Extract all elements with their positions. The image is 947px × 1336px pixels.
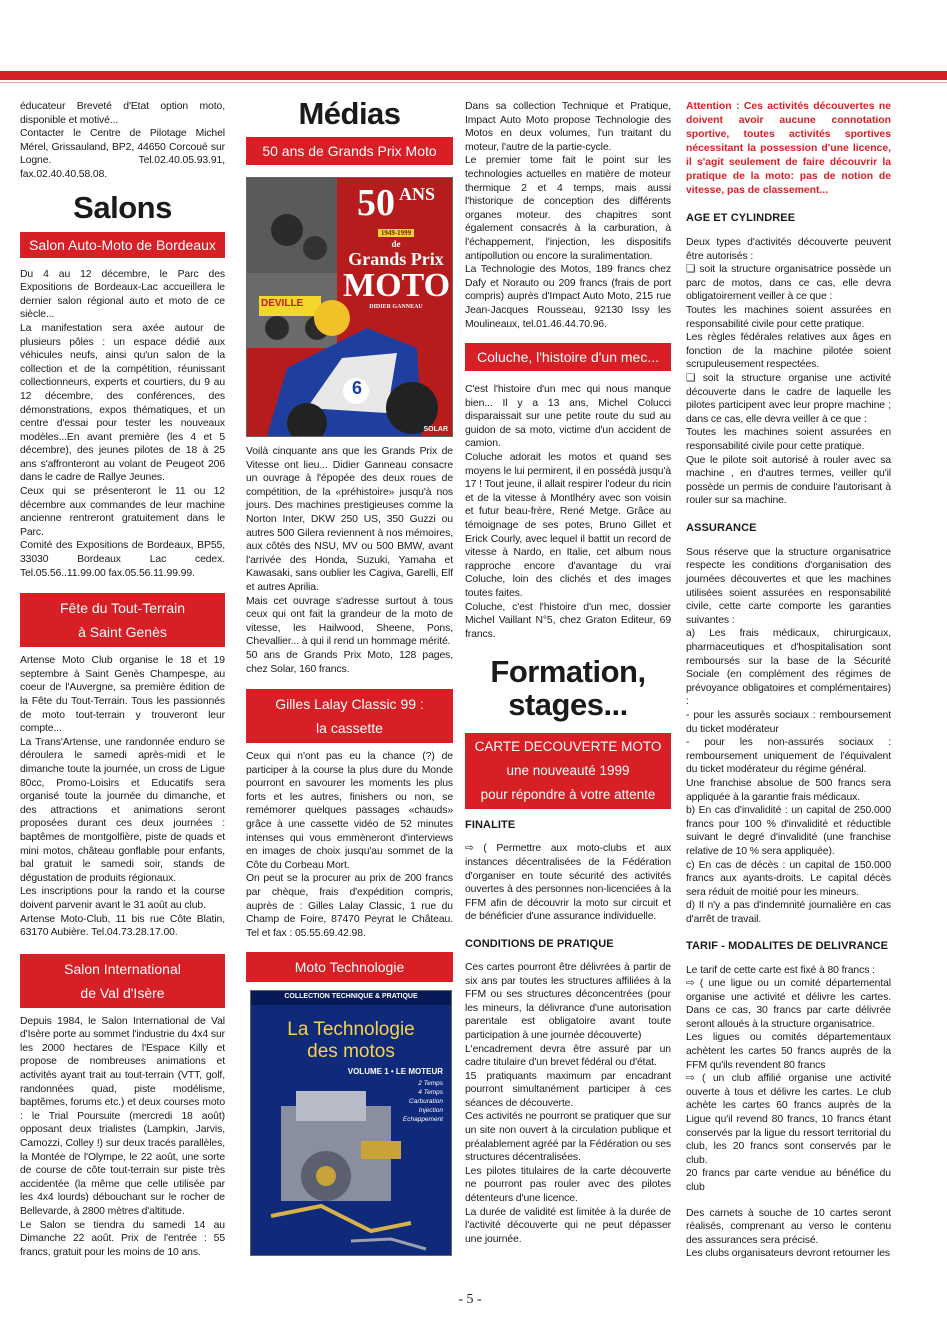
top-thin-line [0, 82, 947, 83]
lalay-title-line: Gilles Lalay Classic 99 : [275, 696, 424, 713]
cover-author: DIDIER GANNEAU [369, 304, 423, 310]
formation-heading-line: Formation, [490, 654, 646, 690]
paragraph: 15 pratiquants maximum par encadrant pourront simultanément participer à ces séances de découverte. [465, 1070, 671, 1109]
paragraph: ❑ soit la structure organise une activité découverte dans le cadre de laquelle les pilotes participent avec leur propre machine ; dans ce cas, elle devra veiller à ce que : [686, 372, 891, 425]
conditions-heading: CONDITIONS DE PRATIQUE [465, 937, 614, 950]
page-number: - 5 - [458, 1292, 482, 1307]
column-2 [246, 97, 453, 1256]
carte-line: une nouveauté 1999 [506, 763, 630, 779]
cover-years: 1949-1999 [378, 229, 414, 237]
paragraph: L'encadrement devra être assuré par un cadre titulaire d'un brevet fédéral ou d'état. [465, 1043, 671, 1069]
paragraph: Les règles fédérales relatives aux âges en fonction de la machine pilotée soient scrupuleusement respectées. [686, 332, 891, 371]
paragraph: C'est l'histoire d'un mec qui nous manque bien... Il y a 13 ans, Michel Colucci disparaissait sur une petite route du sud au guidon de sa moto, victime d'un accident de camion. [465, 384, 671, 450]
coluche-title-box [465, 343, 671, 371]
topic: Echappement [402, 1116, 443, 1124]
lalay-title-box [246, 689, 453, 743]
paragraph: Ceux qui se présenteront le 11 ou 12 décembre aux commandes de leur machine ancienne rentreront gratuitement dans le Parc. [20, 486, 225, 538]
column-1 [20, 100, 225, 1259]
paragraph: Depuis 1984, le Salon International de Val d'Isère porte au sommet l'industrie du 4x4 sur les 2000 hectares de l'Espace Killy et propose de nombreuses animations et activités ayant trait au tout-terrain (VTT, golf, randonnées quad, piste modélisme, baptêmes, forums etc.) et deux courses moto : le Trial Poursuite (mercredi 18 août) opposant deux trialistes (Lampkin, Jarvis, Camozzi, Colley !) sur deux tracés parallèles, la Montée de l'Olympe, le 22 août, une sorte de course de côte tout-terrain sur piste très accidentée (la même que celle utilisée par les 4x4 lourds) débouchant sur le rocher de Bellevarde, à 2800 mètres d'altitude. [20, 1015, 225, 1217]
paragraph: La Technologie des Motos, 189 francs chez Dafy et Norauto ou 209 francs (frais de port compris) auprès d'Impact Auto Moto, 215 rue Jean-Jacques Rousseau, 92130 Issy les Moulineaux, tel.01.46.44.70.96. [465, 264, 671, 330]
paragraph: Les inscriptions pour la rando et la course doivent parvenir avant le 31 août au club. [20, 886, 225, 911]
paragraph: Les clubs organisateurs devront retourner les [686, 1248, 891, 1260]
topic: Injection [418, 1107, 443, 1115]
tarif-text [686, 964, 891, 1261]
carte-decouverte-box [465, 733, 671, 809]
techno-cover-topics [403, 1079, 443, 1124]
paragraph: Une franchise absolue de 500 francs sera appliquée à la garantie frais médicaux. [686, 777, 891, 803]
lalay-article [246, 750, 453, 940]
paragraph: éducateur Breveté d'Etat option moto, disponible et motivé... [20, 101, 225, 126]
bordeaux-title-box [20, 232, 225, 258]
isere-title-box [20, 954, 225, 1008]
paragraph: Toutes les machines soient assurées en responsabilité civile pour cette pratique. [686, 304, 891, 330]
paragraph: Comité des Expositions de Bordeaux, BP55, 33030 Bordeaux Lac cedex. Tel.05.56..11.99.00 fax.05.56.11.99.99. [20, 540, 225, 579]
isere-title-line: de Val d'Isère [80, 984, 165, 1001]
paragraph: La Trans'Artense, une randonnée enduro se déroulera le samedi après-midi et le dimanche toute la journée, un cross de Ligue 80cc, Promo-Loisirs et Educatifs sera organisé toute la journée du dimanche, et des attractions et animations seront proposées durant ces deux journées : baptêmes de montgolfière, piste de quads et mini motos, château gonflable pour enfants, bal gratuit le samedi soir, stands de dégustation de produits régionaux. [20, 736, 225, 884]
finalite-heading: FINALITE [465, 819, 516, 832]
paragraph: 50 ans de Grands Prix Moto, 128 pages, chez Solar, 160 francs. [246, 649, 453, 675]
cover-publisher: SOLAR [423, 426, 448, 433]
carte-line: pour répondre à votre attente [480, 787, 656, 803]
paragraph: ⇨ ( une ligue ou un comité départemental organise une activité et délivre les cartes. Dans ce cas, 30 francs par carte délivrée seront alloués à la structure organisatrice. [686, 978, 891, 1030]
paragraph: c) En cas de décès : un capital de 150.000 francs aux ayants-droits. Le capital décès sera réduit de moitié pour les mineurs. [686, 859, 891, 898]
gp-article [246, 445, 453, 676]
genes-title-line: à Saint Genès [78, 624, 167, 641]
isere-article [20, 1015, 225, 1260]
top-red-band [0, 71, 947, 80]
formation-heading-line: stages... [508, 687, 628, 723]
paragraph: Deux types d'activités découverte peuvent être autorisés : [686, 237, 891, 262]
techno-title: Moto Technologie [294, 959, 405, 976]
techno-cover-line2: des motos [307, 1041, 395, 1063]
topic: 4 Temps [418, 1089, 443, 1097]
techno-cover-line1: La Technologie [287, 1019, 415, 1041]
techno-cover-volume: VOLUME 1 • LE MOTEUR [347, 1067, 443, 1077]
paragraph: Le premier tome fait le point sur les technologies actuelles en matière de moteur thermique 2 et 4 temps, mais aussi l'historique de conception des différents organes moteur. des chapitres sont également consacrés à la carburation, à l'échappement, l'injection, les dispositifs antipollution ou encore la suralimentation. [465, 155, 671, 262]
techno-title-box [246, 952, 453, 982]
medias-heading: Médias [298, 96, 401, 131]
bordeaux-article [20, 268, 225, 581]
cover-line1: Grands Prix [348, 249, 444, 269]
column-3 [465, 100, 671, 1246]
age-text [686, 236, 891, 508]
formation-heading [465, 655, 671, 721]
salons-heading: Salons [73, 189, 172, 225]
intro-text [20, 100, 225, 182]
paragraph: ⇨ ( un club affilié organise une activité ouverte à tous et délivre les cartes. Le club achète les cartes 60 francs auprès de la Ligue qu'il revend 80 francs, 10 francs étant conservés par la ligue du ressort territorial du club, les 20 francs sont conservés par le club. [686, 1073, 891, 1166]
paragraph: b) En cas d'invalidité : un capital de 250.000 francs pour 100 % d'invalidité et réductible suivant le degré d'invalidité (une franchise relative de 10 % sera appliquée). [686, 805, 891, 857]
paragraph: ❑ soit la structure organisatrice possède un parc de motos, dans ce cas, elle devra obligatoirement veiller à ce que : [686, 264, 891, 303]
paragraph: Sous réserve que la structure organisatrice respecte les conditions d'organisation des journées découvertes et que les machines utilisées soient assurées en responsabilité civile, cette carte comporte les garanties suivantes : [686, 546, 891, 626]
topic: 2 Temps [418, 1080, 443, 1088]
paragraph: d) Il n'y a pas d'indemnité journalière en cas d'arrêt de travail. [686, 900, 891, 925]
paragraph: Voilà cinquante ans que les Grands Prix de Vitesse ont lieu... Didier Ganneau consacre un ouvrage à l'épopée des deux roues de compétition, de la «préhistoire» jusqu'à nos jours. Des machines prestigieuses comme la Norton Inter, DKW 250 US, 350 Guzzi ou autres 500 Gilera reviennent à nos mémoires, aux côtés des NSU, MV ou 500 BMW, avant l'arrivée des Honda, Suzuki, Yamaha et Kawasaki, sans oublier les Cagiva, Garelli, Elf et autres Aprilia. [246, 446, 453, 593]
paragraph: a) Les frais médicaux, chirurgicaux, pharmaceutiques et d'hospitalisation sont remboursés sur la base de la Sécurité Sociale (en complément des régimes de prévoyance obligatoires et complémentaires) : [686, 628, 891, 708]
paragraph: 20 francs par carte vendue au bénéfice du club [686, 1168, 891, 1193]
paragraph: Mais cet ouvrage s'adresse surtout à tous ceux qui ont fait la grandeur de la moto de vitesse, les Hailwood, Sheene, Pons, Chevallier... à qui il rend un hommage mérité. [246, 595, 453, 648]
paragraph: La durée de validité est limitée à la durée de l'activité découverte qui ne peut dépasser une journée. [465, 1206, 671, 1245]
techno-cover-header: COLLECTION TECHNIQUE & PRATIQUE [284, 993, 418, 1001]
topic: Carburation [409, 1098, 443, 1106]
paragraph: - pour les non-assurés sociaux : remboursement uniquement de l'équivalent du ticket modérateur du régime général. [686, 737, 891, 776]
paragraph: Dans sa collection Technique et Pratique, Impact Auto Moto propose Technologie des Motos en deux volumes, l'un traitant du moteur, l'autre de la partie-cycle. [465, 101, 671, 153]
cover-ans: ANS [398, 184, 435, 204]
cover-de: de [391, 239, 401, 249]
paragraph: Le Salon se tiendra du samedi 14 au Dimanche 22 août. Prix de l'entrée : 55 francs, gratuit pour les moins de 10 ans. [20, 1219, 225, 1258]
age-heading: AGE ET CYLINDREE [686, 212, 796, 224]
isere-title-line: Salon International [64, 960, 181, 977]
paragraph: Les pilotes titulaires de la carte découverte ne pourront pas rouler avec des pilotes détenteurs d'une licence. [465, 1165, 671, 1205]
grands-prix-book-cover [246, 177, 453, 437]
paragraph: On peut se la procurer au prix de 200 francs par chèque, frais d'expédition compris, auprès de : Gilles Lalay Classic, 1 rue du Champ de Foire, 87470 Peyrat le Château. Tel et fax : 05.55.69.42.98. [246, 873, 453, 939]
genes-article [20, 654, 225, 939]
carte-line: CARTE DECOUVERTE MOTO [474, 739, 662, 755]
cover-sponsor: DEVILLE [261, 298, 304, 309]
gp-title: 50 ans de Grands Prix Moto [262, 143, 437, 159]
assurance-text [686, 546, 891, 927]
paragraph: Que le pilote soit autorisé à rouler avec sa machine , en d'autres termes, veiller qu'il possède un permis de conduire l'autorisant à rouler sur sa machine. [686, 454, 891, 507]
paragraph: Toutes les machines soient assurées en responsabilité civile pour cette pratique. [686, 427, 891, 452]
genes-title-box [20, 593, 225, 647]
paragraph: Artense Moto-Club, 11 bis rue Côte Blatin, 63170 Aubière. Tel.04.73.28.17.00. [20, 913, 225, 939]
paragraph: Ceux qui n'ont pas eu la chance (?) de participer à la course la plus dure du Monde pourront en savourer les moments les plus forts et les autres, finishers ou non, se remémorer quelques passages «chauds» grâce à une cassette vidéo de 52 minutes intenses qui vous emmèneront d'interviews en images de choix jusqu'au sommet de la Côte du Corbeau Mort. [246, 751, 453, 871]
coluche-article [465, 383, 671, 641]
attention-note: Attention : Ces activités découvertes ne doivent avoir aucune connotation sportive, toutes activités sportives nécessitant la possession d'une licence, il s'agit seulement de faire découvrir la pratique de la moto: pas de notion de vitesse, pas de classement... [686, 101, 891, 196]
coluche-title: Coluche, l'histoire d'un mec... [477, 349, 659, 366]
bordeaux-title: Salon Auto-Moto de Bordeaux [29, 236, 216, 253]
paragraph: ⇨ ( Permettre aux moto-clubs et aux instances décentralisées de la Fédération d'organiser en toute sécurité des activités ouvertes à des personnes non-licenciées à la FFM afin de découvrir la moto sur circuit et de bénéficier d'une assurance individuelle. [465, 843, 671, 923]
paragraph: Ces cartes pourront être délivrées à partir de six ans par toutes les structures affiliées à la FFM ou ses structures déconcentrées (pour les mineurs, la délivrance d'une autorisation parentale est obligatoire avant toute participation à une journée découverte) [465, 961, 671, 1041]
techno-article [465, 100, 671, 331]
cover-line2: MOTO [343, 267, 451, 304]
paragraph: Artense Moto Club organise le 18 et 19 septembre à Saint Genès Champespe, au coeur de l'Auvergne, sa première édition de la Fête du Tout-Terrain. Tous les passionnés de moto tout-terrain y trouveront leur compte... [20, 655, 225, 735]
lalay-title-line: la cassette [316, 720, 383, 737]
cover-number: 50 [356, 182, 395, 224]
paragraph: La manifestation sera axée autour de plusieurs pôles : un espace dédié aux véhicules neufs, ainsi qu'un salon de la collection et de la compétition, réunissant collectionneurs, experts et courtiers, du 9 au 12 décembre, des conférences, des démonstrations, expos thématiques, et un centre d'essai pour tester les nouveaux modèles...En avant première (les 4 et 5 décembre), des jeunes pilotes de 18 à 25 ans s'affronteront au volant de Peugeot 206 dans le cadre de Rallye Jeunes. [20, 322, 225, 484]
genes-title-line: Fête du Tout-Terrain [59, 600, 186, 617]
column-4 [686, 100, 891, 1261]
paragraph: Du 4 au 12 décembre, le Parc des Expositions de Bordeaux-Lac accueillera le dernier salon régional auto et moto de ce siècle... [20, 268, 225, 321]
paragraph: Les ligues ou comités départementaux achètent les cartes 50 francs auprès de la FFM qu'ils revendent 80 francs [686, 1032, 891, 1071]
assurance-heading: ASSURANCE [686, 521, 757, 534]
paragraph: Ces activités ne pourront se pratiquer que sur un site non ouvert à la circulation publique et préalablement agréé par la Fédération ou ses structures décentralisées. [465, 1111, 671, 1164]
conditions-text [465, 961, 671, 1246]
paragraph: - pour les assurés sociaux : remboursement du ticket modérateur [686, 710, 891, 735]
tarif-heading: TARIF - MODALITES DE DELIVRANCE [686, 939, 889, 952]
technologie-book-cover [250, 990, 452, 1256]
paragraph: Des carnets à souche de 10 cartes seront réalisés, comprenant au verso le contenu des assurances sera précisé. [686, 1207, 891, 1246]
paragraph: Contacter le Centre de Pilotage Michel Mérel, Grissauland, BP2, 44650 Corcoué sur Logne. Tel.02.40.05.93.91, fax.02.40.40.58.08. [20, 128, 225, 180]
paragraph: Coluche, c'est l'histoire d'un mec, dossier Michel Vaillant N°5, chez Graton Editeur, 69 francs. [465, 601, 671, 640]
paragraph: Coluche adorait les motos et quand ses moyens le lui permirent, il en possédà jusqu'à 17 ! Tout jeune, il allait respirer l'odeur du ricin et de la vitesse à Montlhéry avec son voisin et futur beau-frère, René Metge. Grâce au témoignage de ses potes, Bruno Gillet et Erick Courly, avec lequel il battit un record de vitesse à Nardo, en Italie, cet album nous rapproche encore d'avantage du vrai Coluche, loin des clichés et des images toutes faites. [465, 452, 671, 599]
gp-title-box [246, 137, 453, 165]
cover-racer-number: 6 [351, 378, 362, 398]
finalite-text [465, 842, 671, 924]
paragraph: Le tarif de cette carte est fixé à 80 francs : [686, 964, 875, 976]
